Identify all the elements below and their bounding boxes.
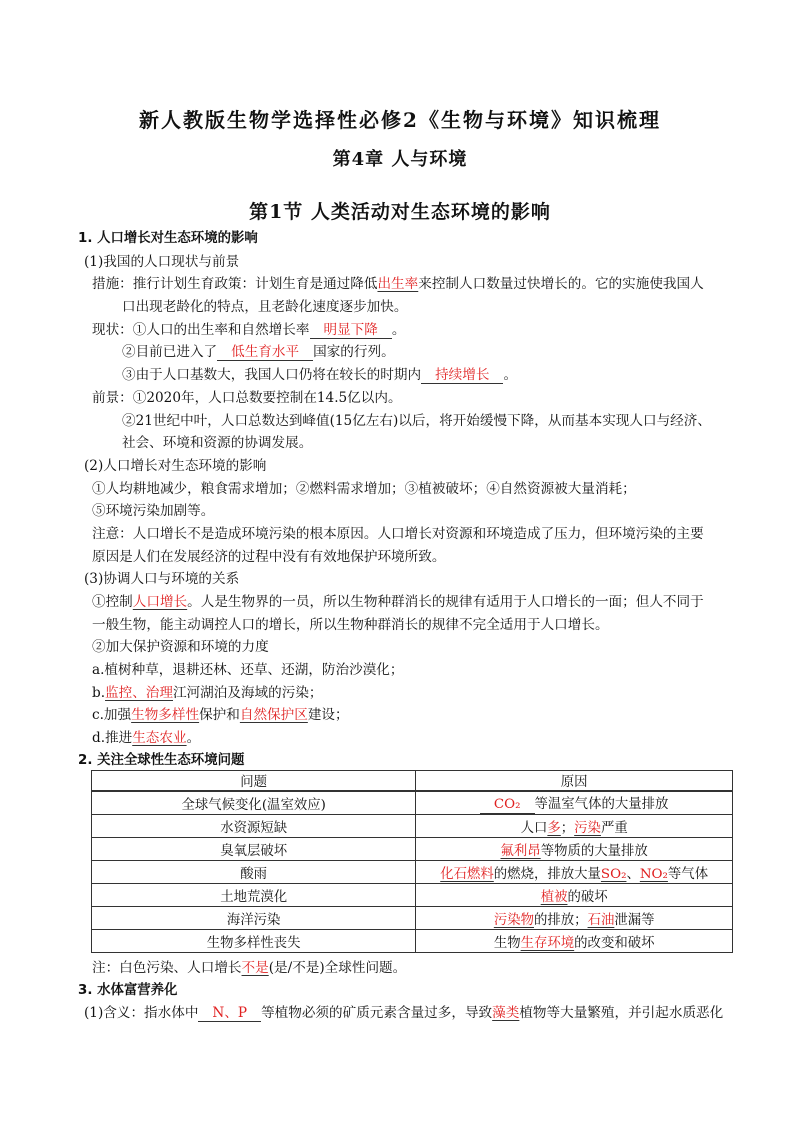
text-segment: (1)含义：指水体中: [84, 1005, 199, 1022]
text-line: [78, 296, 738, 319]
text-segment: ⑤环境污染加剧等。: [92, 503, 215, 520]
answer-blank: 化石燃料: [440, 866, 494, 882]
problem-cell: 海洋污染: [92, 907, 416, 930]
text-segment: (是/不是)全球性问题。: [268, 960, 407, 976]
answer-blank: 出生率: [377, 276, 419, 293]
answer-blank: 不是: [241, 960, 269, 976]
text-line: [78, 319, 738, 342]
table-row: [92, 861, 733, 884]
answer-blank: 明显下降: [310, 322, 392, 339]
answer-blank: 植被: [540, 889, 568, 905]
text-segment: 、: [626, 866, 640, 882]
problem-cell: 全球气候变化(温室效应): [92, 791, 416, 815]
text-segment: ①控制: [92, 594, 133, 610]
text-line: [78, 251, 738, 274]
header-cause: 原因: [416, 771, 733, 792]
text-segment: 来控制人口数量过快增长的。它的实施使我国人: [418, 276, 704, 293]
text-segment: 等气体: [667, 866, 709, 882]
text-segment: 前景：①2020年，人口总数要控制在14.5亿以内。: [92, 389, 402, 406]
text-segment: 。: [391, 321, 406, 338]
table-row: [92, 884, 733, 907]
cause-cell: [416, 838, 733, 861]
text-line: [78, 432, 738, 455]
table-row: [92, 907, 733, 930]
text-segment: 等温室气体的大量排放: [534, 796, 669, 812]
text-segment: 生物: [493, 935, 521, 951]
text-segment: ②加大保护资源和环境的力度: [92, 639, 269, 656]
answer-blank: 人口增长: [132, 594, 188, 610]
text-line: [78, 523, 738, 546]
text-segment: 保护和: [199, 707, 240, 724]
text-segment: 社会、环境和资源的协调发展。: [122, 435, 313, 452]
text-segment: 现状：①人口的出生率和自然增长率: [92, 321, 310, 338]
problem-cell: 水资源短缺: [92, 815, 416, 838]
text-segment: 人口: [520, 820, 548, 836]
answer-blank: 低生育水平: [217, 344, 313, 361]
text-segment: 注意：人口增长不是造成环境污染的根本原因。人口增长对资源和环境造成了压力，但环境污染的主要: [92, 525, 704, 542]
cause-cell: [416, 861, 733, 884]
text-segment: 江河湖泊及海域的污染；: [173, 684, 323, 701]
text-line: [78, 568, 738, 591]
text-line: [78, 957, 738, 980]
text-line: [78, 704, 738, 727]
text-line: [78, 455, 738, 478]
text-line: [78, 500, 738, 523]
cause-cell: [416, 884, 733, 907]
problem-cell: 生物多样性丧失: [92, 930, 416, 953]
text-segment: 原因是人们在发展经济的过程中没有有效地保护环境所致。: [92, 548, 446, 565]
text-segment: 。: [186, 730, 201, 747]
cause-cell: [416, 791, 733, 815]
answer-blank: 持续增长: [421, 367, 503, 384]
text-line: [78, 727, 738, 750]
text-segment: d.推进: [92, 730, 133, 747]
header-problem: 问题: [92, 771, 416, 792]
text-line: [78, 636, 738, 659]
text-segment: 2. 关注全球性生态环境问题: [78, 752, 245, 768]
cause-cell: [416, 907, 733, 930]
text-segment: 注：白色污染、人口增长: [92, 960, 242, 976]
section-heading: [78, 980, 738, 1003]
text-segment: ②目前已进入了: [122, 344, 218, 361]
text-line: [78, 478, 738, 501]
answer-blank: 氟利昂: [500, 843, 541, 859]
text-segment: 的排放；: [534, 912, 588, 928]
text-segment: 的燃烧，排放大量: [493, 866, 601, 882]
text-segment: (2)人口增长对生态环境的影响: [84, 457, 267, 474]
table-row: [92, 930, 733, 953]
text-segment: 3. 水体富营养化: [78, 982, 178, 998]
content-part-2: [78, 957, 738, 1025]
table-row: [92, 815, 733, 838]
answer-blank: 生物多样性: [131, 707, 200, 724]
answer-blank: 藻类: [492, 1005, 520, 1022]
answer-blank: 石油: [587, 912, 615, 928]
document-title: 新人教版生物学选择性必修2《生物与环境》知识梳理: [139, 108, 661, 132]
cause-cell: [416, 930, 733, 953]
content-part-1: [78, 228, 738, 773]
answer-blank: 多: [547, 820, 561, 836]
text-line: [78, 341, 738, 364]
section-title: 第1节 人类活动对生态环境的影响: [249, 201, 551, 223]
answer-blank: 监控、治理: [105, 684, 173, 701]
text-segment: (3)协调人口与环境的关系: [84, 571, 240, 588]
global-issues-table: [91, 770, 733, 953]
text-line: [78, 682, 738, 705]
text-segment: 建设；: [307, 707, 349, 724]
cause-cell: [416, 815, 733, 838]
text-segment: 的破坏: [567, 889, 608, 905]
answer-blank: 污染物: [493, 912, 534, 928]
text-segment: 的改变和破坏: [574, 935, 655, 951]
problem-cell: 臭氧层破坏: [92, 838, 416, 861]
problem-cell: 酸雨: [92, 861, 416, 884]
text-segment: ②21世纪中叶，人口总数达到峰值(15亿左右)以后，将开始缓慢下降，从而基本实现人口与经济、: [122, 412, 711, 429]
answer-blank: CO₂: [480, 797, 535, 814]
text-segment: ；: [560, 820, 575, 836]
text-line: [78, 1002, 738, 1025]
text-segment: 植物等大量繁殖，并引起水质恶化: [519, 1005, 724, 1022]
text-line: [78, 614, 738, 637]
answer-blank: NO₂: [639, 866, 668, 882]
text-line: [78, 591, 738, 614]
text-segment: 一般生物，能主动调控人口的增长，所以生物种群消长的规律不完全适用于人口增长。: [92, 616, 609, 633]
text-segment: 口出现老龄化的特点，且老龄化速度逐步加快。: [122, 299, 408, 316]
text-line: [78, 546, 738, 569]
text-segment: a.植树种草，退耕还林、还草、还湖，防治沙漠化；: [92, 662, 404, 679]
text-line: [78, 273, 738, 296]
answer-blank: SO₂: [600, 866, 627, 882]
text-segment: 1. 人口增长对生态环境的影响: [78, 231, 258, 246]
text-segment: c.加强: [92, 707, 132, 724]
text-segment: 等植物必须的矿质元素含量过多，导致: [261, 1005, 493, 1022]
text-segment: b.: [92, 684, 106, 701]
table-row: [92, 791, 733, 815]
text-segment: (1)我国的人口现状与前景: [84, 253, 240, 270]
table-row: [92, 838, 733, 861]
answer-blank: 生态农业: [132, 730, 187, 747]
text-segment: 国家的行列。: [313, 344, 395, 361]
chapter-title: 第4章 人与环境: [332, 149, 468, 170]
answer-blank: N、P: [198, 1005, 261, 1022]
table-header-row: [92, 771, 733, 792]
text-line: [78, 659, 738, 682]
text-segment: ①人均耕地减少，粮食需求增加；②燃料需求增加；③植被破坏；④自然资源被大量消耗；: [92, 480, 636, 497]
text-segment: 严重: [600, 820, 628, 836]
answer-blank: 生存环境: [520, 935, 575, 951]
text-segment: ③由于人口基数大，我国人口仍将在较长的时期内: [122, 367, 422, 384]
text-segment: 等物质的大量排放: [540, 843, 648, 859]
text-line: [78, 364, 738, 387]
text-line: [78, 410, 738, 433]
problem-cell: 土地荒漠化: [92, 884, 416, 907]
answer-blank: 自然保护区: [239, 707, 308, 724]
table-body: [92, 791, 733, 953]
section-heading: [78, 228, 738, 251]
text-segment: 措施：推行计划生育政策：计划生育是通过降低: [92, 276, 378, 293]
text-segment: 。人是生物界的一员，所以生物种群消长的规律有适用于人口增长的一面；但人不同于: [187, 594, 704, 610]
text-segment: 。: [503, 367, 518, 384]
text-line: [78, 387, 738, 410]
answer-blank: 污染: [574, 820, 601, 836]
text-segment: 泄漏等: [614, 912, 655, 928]
